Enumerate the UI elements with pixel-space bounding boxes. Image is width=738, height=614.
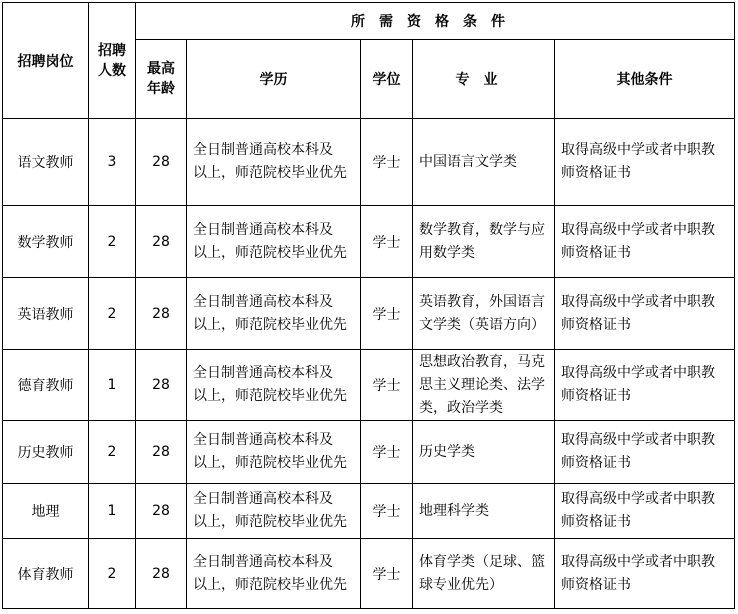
recruitment-table (2, 2, 735, 609)
cell-other (555, 484, 735, 539)
header-row-1 (3, 3, 735, 40)
education-line: 全日制普通高校本科及 (193, 365, 333, 381)
education-line: 以上，师范院校毕业优先 (193, 244, 347, 261)
education-line: 以上，师范院校毕业优先 (193, 514, 347, 530)
other-line: 师资格证书 (561, 514, 631, 530)
cell-degree: 学士 (361, 206, 413, 278)
other-line: 师资格证书 (561, 455, 631, 471)
cell-max-age: 28 (136, 206, 187, 278)
cell-degree: 学士 (361, 278, 413, 350)
other-line: 师资格证书 (561, 316, 631, 333)
cell-max-age: 28 (136, 484, 187, 539)
cell-education (187, 484, 361, 539)
cell-education (187, 278, 361, 350)
education-line: 以上，师范院校毕业优先 (193, 576, 347, 593)
cell-other (555, 278, 735, 350)
major-line: 思想政治教育，马克 (419, 353, 545, 370)
cell-position: 历史教师 (3, 421, 89, 484)
header-count-line2: 人数 (98, 62, 126, 79)
major-line: 思主义理论类、法学 (419, 376, 545, 393)
major-line: 历史学类 (419, 443, 475, 460)
table-body (3, 119, 735, 609)
cell-major (413, 278, 555, 350)
major-line: 用数学类 (419, 244, 475, 261)
cell-position: 地理 (3, 484, 89, 539)
education-line: 全日制普通高校本科及 (193, 553, 333, 570)
cell-major (413, 484, 555, 539)
cell-max-age: 28 (136, 539, 187, 609)
cell-education (187, 421, 361, 484)
education-line: 全日制普通高校本科及 (193, 432, 333, 448)
cell-count: 2 (89, 206, 136, 278)
cell-count: 1 (89, 484, 136, 539)
header-education: 学历 (187, 40, 361, 119)
cell-count: 1 (89, 350, 136, 421)
cell-degree: 学士 (361, 484, 413, 539)
major-line: 地理科学类 (419, 502, 489, 519)
header-other: 其他条件 (555, 40, 735, 119)
other-line: 取得高级中学或者中职教 (561, 365, 715, 381)
cell-major (413, 206, 555, 278)
cell-max-age: 28 (136, 278, 187, 350)
cell-degree: 学士 (361, 119, 413, 206)
education-line: 以上，师范院校毕业优先 (193, 316, 347, 333)
cell-max-age: 28 (136, 119, 187, 206)
major-line: 球专业优先） (419, 576, 503, 593)
cell-position: 体育教师 (3, 539, 89, 609)
education-line: 全日制普通高校本科及 (193, 142, 333, 158)
header-max-age-line2: 年龄 (147, 81, 175, 97)
education-line: 以上，师范院校毕业优先 (193, 165, 347, 181)
cell-count: 2 (89, 278, 136, 350)
other-line: 取得高级中学或者中职教 (561, 142, 715, 158)
cell-other (555, 119, 735, 206)
table-row (3, 350, 735, 421)
cell-other (555, 421, 735, 484)
cell-education (187, 119, 361, 206)
education-line: 全日制普通高校本科及 (193, 221, 333, 238)
other-line: 师资格证书 (561, 576, 631, 593)
other-line: 取得高级中学或者中职教 (561, 221, 715, 238)
cell-max-age: 28 (136, 421, 187, 484)
cell-major (413, 421, 555, 484)
table-row (3, 206, 735, 278)
cell-major (413, 539, 555, 609)
cell-other (555, 206, 735, 278)
education-line: 全日制普通高校本科及 (193, 293, 333, 310)
table-row (3, 421, 735, 484)
table-row (3, 539, 735, 609)
cell-education (187, 206, 361, 278)
major-line: 类，政治学类 (419, 399, 503, 416)
cell-degree: 学士 (361, 350, 413, 421)
header-max-age (136, 40, 187, 119)
header-max-age-line1: 最高 (147, 61, 175, 77)
header-count (89, 3, 136, 119)
major-line: 文学类（英语方向） (419, 316, 545, 333)
header-count-line1: 招聘 (98, 42, 126, 59)
cell-position: 语文教师 (3, 119, 89, 206)
major-line: 中国语言文学类 (419, 153, 517, 170)
cell-education (187, 539, 361, 609)
major-line: 英语教育，外国语言 (419, 293, 545, 310)
other-line: 取得高级中学或者中职教 (561, 432, 715, 448)
education-line: 以上，师范院校毕业优先 (193, 455, 347, 471)
table-row (3, 278, 735, 350)
other-line: 取得高级中学或者中职教 (561, 553, 715, 570)
cell-position: 数学教师 (3, 206, 89, 278)
table-row (3, 119, 735, 206)
header-position: 招聘岗位 (3, 3, 89, 119)
cell-major (413, 119, 555, 206)
cell-position: 德育教师 (3, 350, 89, 421)
cell-degree: 学士 (361, 539, 413, 609)
other-line: 取得高级中学或者中职教 (561, 491, 715, 507)
header-requirements: 所需资格条件 (136, 3, 735, 40)
table-row (3, 484, 735, 539)
cell-count: 2 (89, 421, 136, 484)
cell-other (555, 539, 735, 609)
cell-degree: 学士 (361, 421, 413, 484)
cell-position: 英语教师 (3, 278, 89, 350)
other-line: 取得高级中学或者中职教 (561, 293, 715, 310)
cell-major (413, 350, 555, 421)
other-line: 师资格证书 (561, 388, 631, 404)
header-degree: 学位 (361, 40, 413, 119)
cell-other (555, 350, 735, 421)
cell-count: 3 (89, 119, 136, 206)
major-line: 数学教育，数学与应 (419, 221, 545, 238)
major-line: 体育学类（足球、篮 (419, 553, 545, 570)
cell-max-age: 28 (136, 350, 187, 421)
cell-count: 2 (89, 539, 136, 609)
other-line: 师资格证书 (561, 165, 631, 181)
cell-education (187, 350, 361, 421)
education-line: 以上，师范院校毕业优先 (193, 388, 347, 404)
other-line: 师资格证书 (561, 244, 631, 261)
header-major: 专业 (413, 40, 555, 119)
education-line: 全日制普通高校本科及 (193, 491, 333, 507)
